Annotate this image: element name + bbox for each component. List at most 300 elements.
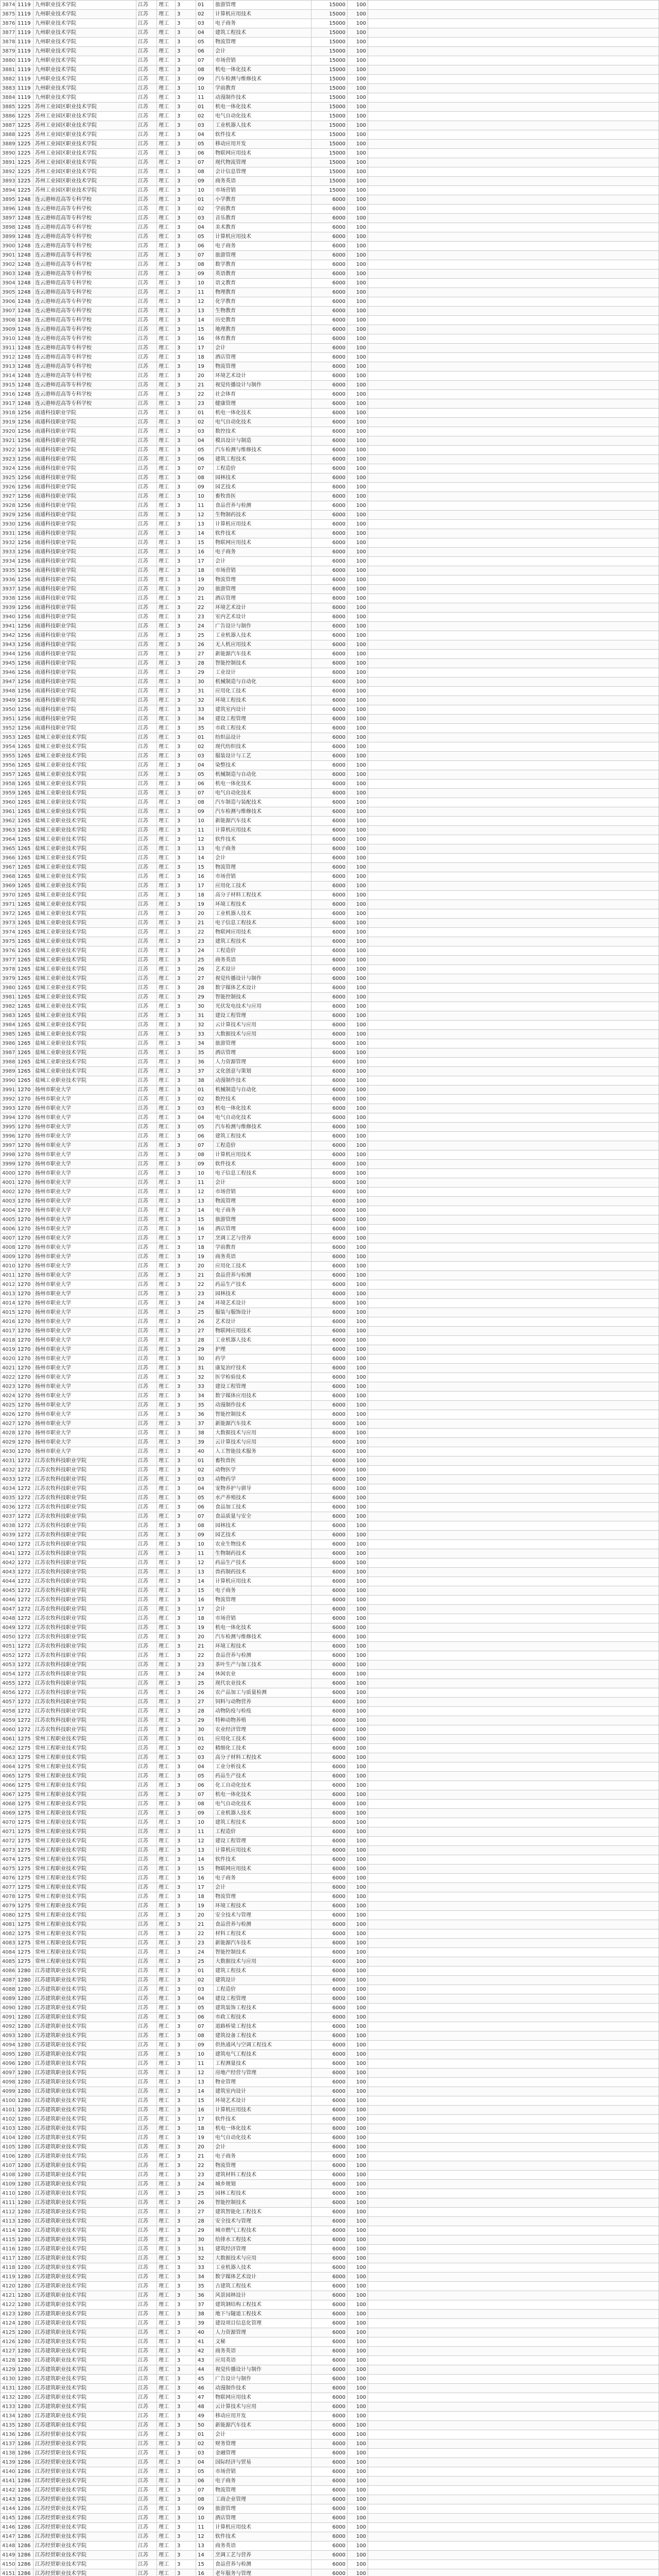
table-row [1, 900, 659, 909]
major-name-cell: 纺织品设计 [214, 733, 311, 742]
category-cell: 理工 [157, 2458, 176, 2467]
category-cell: 理工 [157, 1846, 176, 1855]
school-name-cell: 南通科技职业学院 [33, 557, 136, 566]
school-name-cell: 连云港师范高等专科学校 [33, 260, 136, 269]
school-code-cell: 1280 [16, 2310, 33, 2319]
school-code-cell: 1272 [16, 1456, 33, 1466]
school-code-cell: 1119 [16, 1, 33, 10]
category-cell: 理工 [157, 1234, 176, 1243]
category-cell: 理工 [157, 492, 176, 501]
row-number-cell: 4029 [1, 1438, 16, 1447]
empty-cell [368, 1596, 659, 1605]
school-code-cell: 1265 [16, 974, 33, 984]
tuition-cell: 6000 [311, 1846, 348, 1855]
row-number-cell: 4016 [1, 1317, 16, 1327]
table-row [1, 1243, 659, 1252]
row-number-cell: 3885 [1, 103, 16, 112]
plan-count-cell: 100 [348, 2384, 368, 2393]
major-code-cell: 11 [196, 501, 214, 511]
major-name-cell: 国际经济与贸易 [214, 2458, 311, 2467]
duration-cell: 3 [176, 2124, 196, 2133]
tuition-cell: 6000 [311, 353, 348, 362]
school-code-cell: 1225 [16, 177, 33, 186]
major-name-cell: 广告设计与制作 [214, 622, 311, 631]
category-cell: 理工 [157, 2402, 176, 2412]
category-cell: 理工 [157, 965, 176, 974]
province-cell: 江苏 [136, 1364, 157, 1373]
tuition-cell: 6000 [311, 1605, 348, 1614]
province-cell: 江苏 [136, 613, 157, 622]
tuition-cell: 6000 [311, 2273, 348, 2282]
category-cell: 理工 [157, 974, 176, 984]
row-number-cell: 3963 [1, 826, 16, 835]
duration-cell: 3 [176, 1076, 196, 1086]
plan-count-cell: 100 [348, 2412, 368, 2421]
school-code-cell: 1270 [16, 1447, 33, 1456]
province-cell: 江苏 [136, 1865, 157, 1874]
empty-cell [368, 2310, 659, 2319]
table-row [1, 1623, 659, 1633]
category-cell: 理工 [157, 1410, 176, 1419]
row-number-cell: 4025 [1, 1401, 16, 1410]
empty-cell [368, 826, 659, 835]
duration-cell: 3 [176, 260, 196, 269]
major-code-cell: 16 [196, 872, 214, 882]
school-name-cell: 苏州工业园区职业技术学院 [33, 167, 136, 177]
major-name-cell: 工业机器人技术 [214, 909, 311, 919]
empty-cell [368, 1865, 659, 1874]
school-name-cell: 常州工程职业技术学院 [33, 1772, 136, 1781]
major-name-cell: 环境艺术设计 [214, 603, 311, 613]
province-cell: 江苏 [136, 1280, 157, 1290]
table-row [1, 251, 659, 260]
major-code-cell: 32 [196, 1373, 214, 1382]
school-code-cell: 1270 [16, 1206, 33, 1215]
plan-count-cell: 100 [348, 2031, 368, 2041]
tuition-cell: 6000 [311, 1967, 348, 1976]
plan-count-cell: 100 [348, 1902, 368, 1911]
row-number-cell: 4066 [1, 1781, 16, 1790]
school-code-cell: 1280 [16, 2245, 33, 2254]
tuition-cell: 6000 [311, 1735, 348, 1744]
major-code-cell: 19 [196, 1902, 214, 1911]
major-code-cell: 27 [196, 650, 214, 659]
table-row [1, 1967, 659, 1976]
major-name-cell: 建设项目信息化管理 [214, 2319, 311, 2328]
major-code-cell: 16 [196, 1874, 214, 1883]
plan-count-cell: 100 [348, 844, 368, 854]
major-code-cell: 02 [196, 1976, 214, 1985]
major-code-cell: 19 [196, 362, 214, 371]
plan-count-cell: 100 [348, 149, 368, 158]
empty-cell [368, 2161, 659, 2171]
plan-count-cell: 100 [348, 56, 368, 65]
plan-count-cell: 100 [348, 455, 368, 464]
duration-cell: 3 [176, 1818, 196, 1827]
table-row [1, 687, 659, 696]
row-number-cell: 4141 [1, 2477, 16, 2486]
province-cell: 江苏 [136, 1447, 157, 1456]
plan-count-cell: 100 [348, 1568, 368, 1577]
plan-count-cell: 100 [348, 1113, 368, 1123]
major-name-cell: 应用化工技术 [214, 882, 311, 891]
school-code-cell: 1265 [16, 1076, 33, 1086]
school-name-cell: 苏州工业园区职业技术学院 [33, 140, 136, 149]
table-row [1, 2328, 659, 2337]
tuition-cell: 6000 [311, 1123, 348, 1132]
plan-count-cell: 100 [348, 1874, 368, 1883]
school-code-cell: 1280 [16, 2217, 33, 2226]
major-code-cell: 28 [196, 2217, 214, 2226]
major-name-cell: 化学教育 [214, 297, 311, 307]
plan-count-cell: 100 [348, 1030, 368, 1039]
table-row [1, 2486, 659, 2495]
school-code-cell: 1280 [16, 2208, 33, 2217]
plan-count-cell: 100 [348, 594, 368, 603]
table-row [1, 464, 659, 473]
major-name-cell: 电子商务 [214, 548, 311, 557]
duration-cell: 3 [176, 1688, 196, 1698]
table-row [1, 177, 659, 186]
plan-count-cell: 100 [348, 2013, 368, 2022]
major-name-cell: 工业机器人技术 [214, 631, 311, 640]
table-row [1, 2245, 659, 2254]
major-code-cell: 49 [196, 2412, 214, 2421]
row-number-cell: 4146 [1, 2523, 16, 2532]
school-code-cell: 1256 [16, 677, 33, 687]
school-code-cell: 1272 [16, 1577, 33, 1586]
plan-count-cell: 100 [348, 742, 368, 752]
plan-count-cell: 100 [348, 1076, 368, 1086]
major-name-cell: 烹调工艺与营养 [214, 1234, 311, 1243]
major-code-cell: 19 [196, 2133, 214, 2143]
major-code-cell: 19 [196, 1623, 214, 1633]
school-name-cell: 扬州市职业大学 [33, 1132, 136, 1141]
school-name-cell: 江苏建筑职业技术学院 [33, 2059, 136, 2069]
empty-cell [368, 1948, 659, 1957]
tuition-cell: 15000 [311, 1, 348, 10]
plan-count-cell: 100 [348, 2393, 368, 2402]
table-row [1, 1011, 659, 1021]
major-code-cell: 02 [196, 2439, 214, 2449]
row-number-cell: 4041 [1, 1549, 16, 1558]
empty-cell [368, 167, 659, 177]
major-name-cell: 物流管理 [214, 2161, 311, 2171]
province-cell: 江苏 [136, 75, 157, 84]
major-name-cell: 建筑工程技术 [214, 1132, 311, 1141]
tuition-cell: 6000 [311, 909, 348, 919]
major-name-cell: 建筑装饰工程技术 [214, 2004, 311, 2013]
plan-count-cell: 100 [348, 279, 368, 288]
province-cell: 江苏 [136, 2096, 157, 2106]
duration-cell: 3 [176, 1855, 196, 1865]
major-name-cell: 旅游管理 [214, 2504, 311, 2514]
school-name-cell: 江苏农牧科技职业学院 [33, 1549, 136, 1558]
major-code-cell: 12 [196, 511, 214, 520]
tuition-cell: 6000 [311, 2217, 348, 2226]
row-number-cell: 4103 [1, 2124, 16, 2133]
school-code-cell: 1280 [16, 2180, 33, 2189]
table-row [1, 984, 659, 993]
school-code-cell: 1272 [16, 1540, 33, 1549]
school-name-cell: 连云港师范高等专科学校 [33, 390, 136, 399]
row-number-cell: 4099 [1, 2087, 16, 2096]
school-name-cell: 九州职业技术学院 [33, 93, 136, 103]
table-row [1, 640, 659, 650]
category-cell: 理工 [157, 2171, 176, 2180]
major-name-cell: 建设工程管理 [214, 715, 311, 724]
major-name-cell: 计算机应用技术 [214, 826, 311, 835]
empty-cell [368, 1456, 659, 1466]
row-number-cell: 4149 [1, 2551, 16, 2560]
school-code-cell: 1248 [16, 297, 33, 307]
major-name-cell: 大数据技术与应用 [214, 1429, 311, 1438]
row-number-cell: 3897 [1, 214, 16, 223]
tuition-cell: 6000 [311, 2384, 348, 2393]
category-cell: 理工 [157, 687, 176, 696]
empty-cell [368, 1651, 659, 1660]
row-number-cell: 4093 [1, 2031, 16, 2041]
row-number-cell: 3874 [1, 1, 16, 10]
table-row [1, 2161, 659, 2171]
tuition-cell: 6000 [311, 2551, 348, 2560]
school-name-cell: 江苏建筑职业技术学院 [33, 2300, 136, 2310]
major-name-cell: 体育教育 [214, 334, 311, 344]
empty-cell [368, 353, 659, 362]
plan-count-cell: 100 [348, 1011, 368, 1021]
plan-count-cell: 100 [348, 937, 368, 946]
province-cell: 江苏 [136, 2356, 157, 2365]
plan-count-cell: 100 [348, 1939, 368, 1948]
plan-count-cell: 100 [348, 650, 368, 659]
table-row [1, 214, 659, 223]
school-code-cell: 1248 [16, 223, 33, 232]
table-row [1, 946, 659, 956]
row-number-cell: 3991 [1, 1086, 16, 1095]
school-name-cell: 常州工程职业技术学院 [33, 1939, 136, 1948]
row-number-cell: 4118 [1, 2263, 16, 2273]
category-cell: 理工 [157, 446, 176, 455]
tuition-cell: 6000 [311, 650, 348, 659]
major-name-cell: 汽车检测与维修技术 [214, 807, 311, 817]
school-code-cell: 1119 [16, 75, 33, 84]
major-code-cell: 11 [196, 2059, 214, 2069]
table-row [1, 149, 659, 158]
school-code-cell: 1272 [16, 1725, 33, 1735]
province-cell: 江苏 [136, 390, 157, 399]
school-code-cell: 1286 [16, 2514, 33, 2523]
province-cell: 江苏 [136, 2384, 157, 2393]
row-number-cell: 4003 [1, 1197, 16, 1206]
plan-count-cell: 100 [348, 1670, 368, 1679]
category-cell: 理工 [157, 1058, 176, 1067]
major-code-cell: 05 [196, 770, 214, 779]
school-name-cell: 连云港师范高等专科学校 [33, 232, 136, 242]
category-cell: 理工 [157, 1985, 176, 1994]
row-number-cell: 3933 [1, 548, 16, 557]
category-cell: 理工 [157, 47, 176, 56]
empty-cell [368, 1540, 659, 1549]
tuition-cell: 6000 [311, 538, 348, 548]
row-number-cell: 4008 [1, 1243, 16, 1252]
plan-count-cell: 100 [348, 1336, 368, 1345]
major-code-cell: 05 [196, 1494, 214, 1503]
tuition-cell: 6000 [311, 483, 348, 492]
row-number-cell: 4045 [1, 1586, 16, 1596]
school-name-cell: 江苏建筑职业技术学院 [33, 2078, 136, 2087]
row-number-cell: 3972 [1, 909, 16, 919]
province-cell: 江苏 [136, 2347, 157, 2356]
row-number-cell: 4147 [1, 2532, 16, 2541]
plan-count-cell: 100 [348, 1067, 368, 1076]
duration-cell: 3 [176, 1197, 196, 1206]
duration-cell: 3 [176, 1354, 196, 1364]
table-row [1, 1401, 659, 1410]
tuition-cell: 6000 [311, 2282, 348, 2291]
duration-cell: 3 [176, 418, 196, 427]
major-code-cell: 29 [196, 2226, 214, 2235]
duration-cell: 3 [176, 2412, 196, 2421]
category-cell: 理工 [157, 1123, 176, 1132]
province-cell: 江苏 [136, 103, 157, 112]
tuition-cell: 6000 [311, 733, 348, 742]
major-name-cell: 计算机应用技术 [214, 1846, 311, 1855]
row-number-cell: 4136 [1, 2430, 16, 2439]
category-cell: 理工 [157, 603, 176, 613]
category-cell: 理工 [157, 557, 176, 566]
plan-count-cell: 100 [348, 779, 368, 789]
row-number-cell: 4079 [1, 1902, 16, 1911]
plan-count-cell: 100 [348, 140, 368, 149]
duration-cell: 3 [176, 1707, 196, 1716]
school-name-cell: 江苏经贸职业技术学院 [33, 2504, 136, 2514]
table-row [1, 974, 659, 984]
major-code-cell: 09 [196, 1531, 214, 1540]
empty-cell [368, 937, 659, 946]
table-row [1, 1076, 659, 1086]
row-number-cell: 4063 [1, 1753, 16, 1762]
school-name-cell: 盐城工业职业技术学院 [33, 872, 136, 882]
row-number-cell: 3935 [1, 566, 16, 575]
row-number-cell: 4038 [1, 1521, 16, 1531]
plan-count-cell: 100 [348, 2477, 368, 2486]
province-cell: 江苏 [136, 177, 157, 186]
table-row [1, 613, 659, 622]
category-cell: 理工 [157, 464, 176, 473]
province-cell: 江苏 [136, 1002, 157, 1011]
table-row [1, 956, 659, 965]
duration-cell: 3 [176, 1206, 196, 1215]
duration-cell: 3 [176, 557, 196, 566]
tuition-cell: 6000 [311, 1568, 348, 1577]
province-cell: 江苏 [136, 371, 157, 381]
row-number-cell: 4072 [1, 1837, 16, 1846]
province-cell: 江苏 [136, 1429, 157, 1438]
duration-cell: 3 [176, 520, 196, 529]
empty-cell [368, 1642, 659, 1651]
empty-cell [368, 2059, 659, 2069]
duration-cell: 3 [176, 316, 196, 325]
school-name-cell: 连云港师范高等专科学校 [33, 325, 136, 334]
empty-cell [368, 2115, 659, 2124]
category-cell: 理工 [157, 2152, 176, 2161]
table-row [1, 1308, 659, 1317]
empty-cell [368, 974, 659, 984]
category-cell: 理工 [157, 1929, 176, 1939]
tuition-cell: 6000 [311, 455, 348, 464]
plan-count-cell: 100 [348, 1855, 368, 1865]
row-number-cell: 4002 [1, 1188, 16, 1197]
row-number-cell: 4056 [1, 1688, 16, 1698]
plan-count-cell: 100 [348, 1160, 368, 1169]
empty-cell [368, 2106, 659, 2115]
tuition-cell: 6000 [311, 2319, 348, 2328]
tuition-cell: 6000 [311, 928, 348, 937]
school-code-cell: 1270 [16, 1271, 33, 1280]
major-name-cell: 机械制造与自动化 [214, 677, 311, 687]
major-name-cell: 视觉传播设计与制作 [214, 2365, 311, 2375]
tuition-cell: 6000 [311, 2356, 348, 2365]
duration-cell: 3 [176, 446, 196, 455]
major-code-cell: 09 [196, 75, 214, 84]
category-cell: 理工 [157, 2541, 176, 2551]
school-name-cell: 江苏经贸职业技术学院 [33, 2458, 136, 2467]
table-row [1, 2087, 659, 2096]
empty-cell [368, 585, 659, 594]
province-cell: 江苏 [136, 1883, 157, 1892]
school-code-cell: 1272 [16, 1596, 33, 1605]
school-name-cell: 江苏建筑职业技术学院 [33, 2365, 136, 2375]
province-cell: 江苏 [136, 1086, 157, 1095]
empty-cell [368, 1364, 659, 1373]
category-cell: 理工 [157, 112, 176, 121]
empty-cell [368, 882, 659, 891]
category-cell: 理工 [157, 2347, 176, 2356]
tuition-cell: 6000 [311, 1920, 348, 1929]
duration-cell: 3 [176, 2337, 196, 2347]
school-code-cell: 1286 [16, 2458, 33, 2467]
table-row [1, 770, 659, 779]
empty-cell [368, 1113, 659, 1123]
major-name-cell: 建筑设备工程技术 [214, 2031, 311, 2041]
major-code-cell: 24 [196, 946, 214, 956]
category-cell: 理工 [157, 1067, 176, 1076]
empty-cell [368, 928, 659, 937]
school-name-cell: 江苏农牧科技职业学院 [33, 1540, 136, 1549]
duration-cell: 3 [176, 807, 196, 817]
plan-count-cell: 100 [348, 2143, 368, 2152]
major-code-cell: 07 [196, 1512, 214, 1521]
province-cell: 江苏 [136, 1549, 157, 1558]
empty-cell [368, 455, 659, 464]
row-number-cell: 3936 [1, 575, 16, 585]
row-number-cell: 3926 [1, 483, 16, 492]
plan-count-cell: 100 [348, 1642, 368, 1651]
category-cell: 理工 [157, 715, 176, 724]
plan-count-cell: 100 [348, 1688, 368, 1698]
school-code-cell: 1119 [16, 19, 33, 28]
plan-count-cell: 100 [348, 167, 368, 177]
province-cell: 江苏 [136, 409, 157, 418]
plan-count-cell: 100 [348, 399, 368, 409]
category-cell: 理工 [157, 761, 176, 770]
major-code-cell: 14 [196, 529, 214, 538]
school-code-cell: 1265 [16, 872, 33, 882]
row-number-cell: 4021 [1, 1364, 16, 1373]
row-number-cell: 4044 [1, 1577, 16, 1586]
table-row [1, 2152, 659, 2161]
duration-cell: 3 [176, 492, 196, 501]
